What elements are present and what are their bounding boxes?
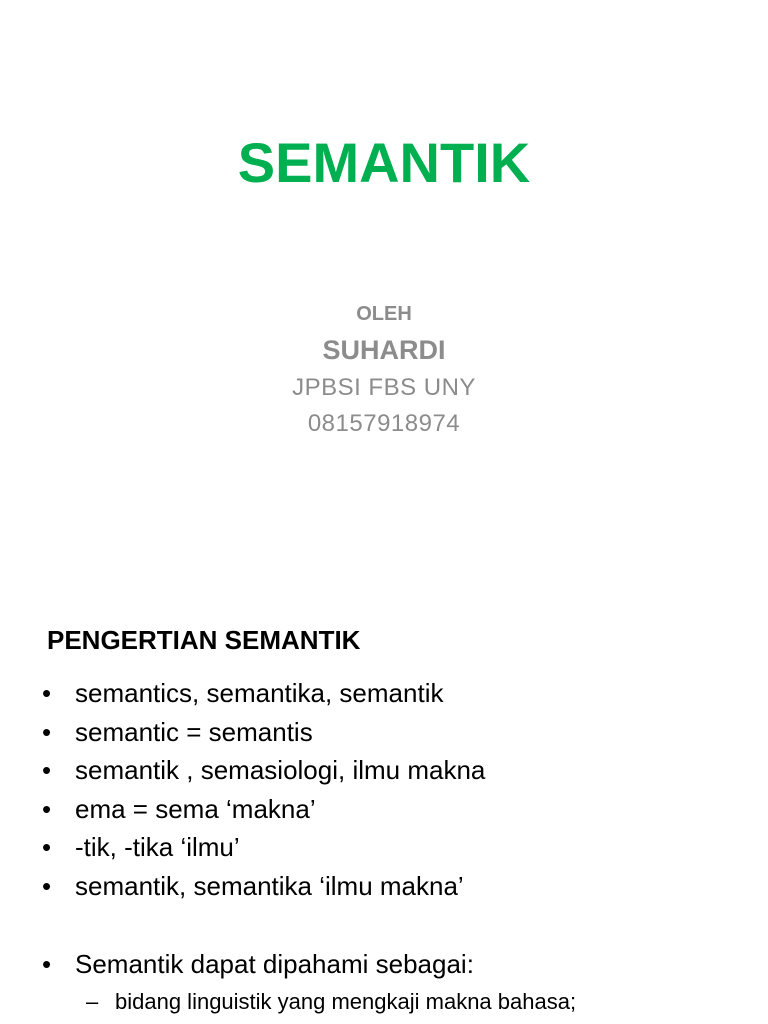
understanding-list xyxy=(42,944,576,1020)
list-item-text: semantics, semantika, semantik xyxy=(75,678,444,708)
subtitle-block xyxy=(0,298,768,442)
author-name: SUHARDI xyxy=(322,335,446,365)
list-item xyxy=(42,674,485,713)
sub-list xyxy=(42,984,576,1020)
sub-list-container xyxy=(42,984,576,1020)
list-item xyxy=(42,713,485,752)
phone-number: 08157918974 xyxy=(307,410,461,437)
list-item-text: -tik, -tika ‘ilmu’ xyxy=(75,832,240,863)
bullet-icon: • xyxy=(42,793,52,824)
list-item-text: semantik , semasiologi, ilmu makna xyxy=(75,755,486,786)
bullet-icon: • xyxy=(42,870,52,901)
content-slide xyxy=(0,576,768,1024)
list-item-text: ema = sema ‘makna’ xyxy=(75,793,316,824)
sub-list-item xyxy=(42,984,576,1020)
list-item-text: semantic = semantis xyxy=(75,716,313,747)
bullet-icon: • xyxy=(42,716,52,747)
list-item xyxy=(42,751,485,790)
bullet-icon: • xyxy=(42,678,52,708)
slide-title: SEMANTIK xyxy=(237,131,531,194)
definition-list xyxy=(42,674,485,906)
section-heading: PENGERTIAN SEMANTIK xyxy=(47,625,361,655)
bullet-icon: • xyxy=(42,949,52,979)
dash-icon: – xyxy=(86,989,99,1014)
bullet-icon: • xyxy=(42,832,52,863)
list-item xyxy=(42,867,485,906)
list-item-text: semantik, semantika ‘ilmu makna’ xyxy=(75,870,464,901)
list-item xyxy=(42,828,485,867)
by-label: OLEH xyxy=(356,303,412,325)
bullet-icon: • xyxy=(42,755,52,786)
list-item xyxy=(42,790,485,829)
department: JPBSI FBS UNY xyxy=(292,374,476,401)
list-item-text: Semantik dapat dipahami sebagai: xyxy=(75,949,474,979)
sub-list-item-text: bidang linguistik yang mengkaji makna bahasa; xyxy=(115,989,577,1014)
list-item xyxy=(42,944,576,984)
